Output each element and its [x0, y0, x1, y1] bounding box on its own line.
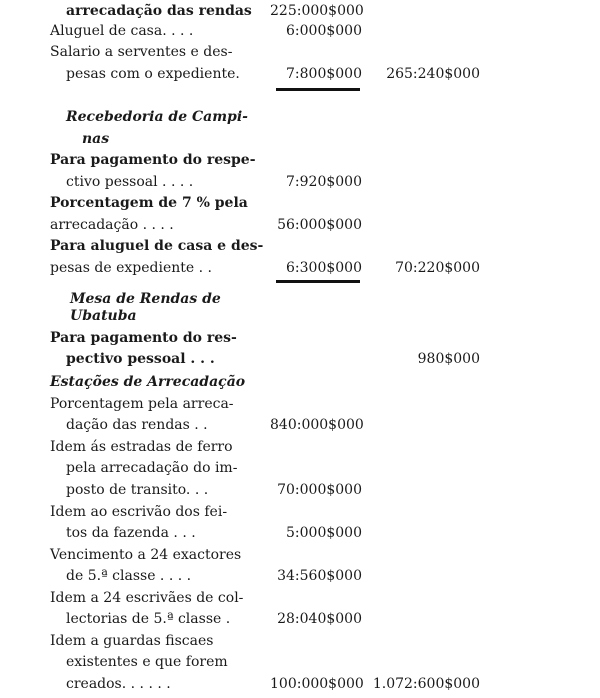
line-description: Para pagamento do respe- — [50, 152, 256, 168]
ledger-line — [0, 436, 600, 458]
ledger-line — [0, 214, 600, 236]
line-description: lectorias de 5.ª classe . — [66, 611, 231, 627]
line-description: dação das rendas . . — [66, 417, 208, 433]
line-description: pela arrecadação do im- — [66, 460, 238, 476]
section-heading: Recebedoria de Campi- — [66, 109, 248, 125]
ledger-line — [0, 414, 600, 436]
ledger-line — [0, 587, 600, 609]
line-description: existentes e que forem — [66, 654, 228, 670]
ledger-line — [0, 457, 600, 479]
line-description: pesas com o expediente. — [66, 66, 240, 82]
line-amount: 56:000$000 — [277, 217, 362, 233]
ledger-line — [0, 501, 600, 523]
line-amount: 34:560$000 — [277, 568, 362, 584]
ledger-line — [0, 565, 600, 587]
ledger-line — [0, 192, 600, 214]
ledger-line — [0, 63, 600, 85]
line-amount: 5:000$000 — [286, 525, 362, 541]
ledger-line — [0, 544, 600, 566]
line-amount: 7:920$000 — [286, 174, 362, 190]
line-total: 980$000 — [417, 351, 480, 367]
line-description: Porcentagem pela arreca- — [50, 396, 234, 412]
line-total: 1.072:600$000 — [372, 676, 480, 692]
line-amount: 225:000$000 — [270, 3, 364, 19]
line-amount: 6:000$000 — [286, 23, 362, 39]
line-description: Idem a 24 escrivães de col- — [50, 590, 244, 606]
ledger-line — [0, 348, 600, 370]
section-heading: Estações de Arrecadação — [50, 374, 246, 390]
ledger-line — [0, 479, 600, 501]
line-description: arrecadação . . . . — [50, 217, 174, 233]
ledger-line — [0, 327, 600, 349]
line-description: pesas de expediente . . — [50, 260, 212, 276]
ledger-line — [0, 651, 600, 673]
ledger-line — [0, 393, 600, 415]
ledger-line — [0, 305, 600, 327]
ledger-line — [0, 608, 600, 630]
section-heading: nas — [82, 131, 110, 147]
ledger-line — [0, 0, 600, 22]
line-amount: 28:040$000 — [277, 611, 362, 627]
line-description: Idem a guardas fiscaes — [50, 633, 214, 649]
ledger-line — [0, 257, 600, 279]
subtotal-rule — [276, 88, 360, 91]
section-heading: Mesa de Rendas de — [70, 291, 221, 307]
line-description: Para aluguel de casa e des- — [50, 238, 264, 254]
line-description: Porcentagem de 7 % pela — [50, 195, 248, 211]
line-description: de 5.ª classe . . . . — [66, 568, 192, 584]
line-amount: 7:800$000 — [286, 66, 362, 82]
line-description: creados. . . . . . — [66, 676, 171, 692]
line-total: 70:220$000 — [395, 260, 480, 276]
line-amount: 70:000$000 — [277, 482, 362, 498]
ledger-line — [0, 128, 600, 150]
line-description: ctivo pessoal . . . . — [66, 174, 194, 190]
section-heading: Ubatuba — [70, 308, 137, 324]
ledger-line — [0, 673, 600, 695]
line-description: pectivo pessoal . . . — [66, 351, 215, 367]
ledger-line — [0, 630, 600, 652]
line-description: Para pagamento do res- — [50, 330, 237, 346]
line-description: posto de transito. . . — [66, 482, 209, 498]
ledger-line — [0, 106, 600, 128]
ledger-line — [0, 20, 600, 42]
line-description: Idem ás estradas de ferro — [50, 439, 233, 455]
line-amount: 840:000$000 — [270, 417, 364, 433]
line-description: arrecadação das rendas — [66, 3, 252, 19]
line-description: Vencimento a 24 exactores — [50, 547, 242, 563]
line-description: Salario a serventes e des- — [50, 44, 233, 60]
line-total: 265:240$000 — [386, 66, 480, 82]
line-description: Aluguel de casa. . . . — [50, 23, 194, 39]
ledger-line — [0, 149, 600, 171]
ledger-line — [0, 41, 600, 63]
line-amount: 100:000$000 — [270, 676, 364, 692]
subtotal-rule — [276, 280, 360, 283]
line-description: tos da fazenda . . . — [66, 525, 196, 541]
ledger-line — [0, 235, 600, 257]
ledger-line — [0, 371, 600, 393]
ledger-line — [0, 171, 600, 193]
line-description: Idem ao escrivão dos fei- — [50, 504, 228, 520]
ledger-line — [0, 522, 600, 544]
line-amount: 6:300$000 — [286, 260, 362, 276]
